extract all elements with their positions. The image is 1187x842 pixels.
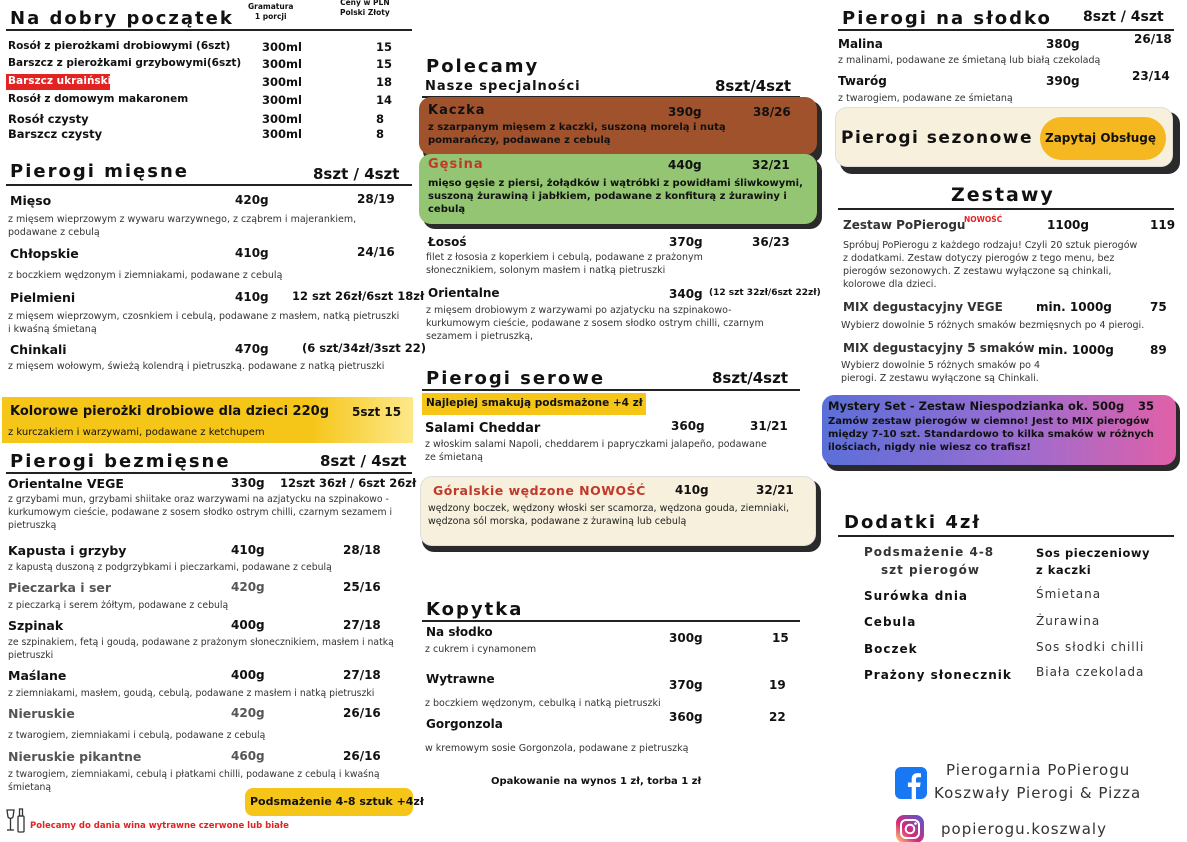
goral-desc: wędzony boczek, wędzony włoski ser scamorza, wędzona gouda, ziemniaki, wędzona sól morska, podawane z żurawiną lub cebulą [428,503,790,527]
orient-price: (12 szt 32zł/6szt 22zł) [709,288,821,298]
orient-name: Orientalne [428,286,500,300]
set1-price: 119 [1150,218,1176,232]
mystery-price: 35 [1138,399,1155,413]
goral-name: Góralskie wędzone NOWOŚĆ [433,483,646,498]
menu-item-weight: 470g [235,342,269,356]
goose-price: 32/21 [752,158,790,172]
menu-item-name: Pielmieni [10,290,76,305]
cheese-count: 8szt/4szt [712,369,789,387]
menu-item-name: Orientalne VEGE [8,476,124,491]
menu-item-price: 22 [769,710,786,724]
menu-item-weight: 400g [231,618,265,632]
menu-item-price: 15 [772,631,789,645]
addon-right-item: Biała czekolada [1036,665,1145,679]
fry-note: Podsmażenie 4-8 sztuk +4zł [250,795,424,808]
recommend-sub: Nasze specjalności [425,79,581,94]
menu-item-weight: 300g [669,631,703,645]
goose-desc: mięso gęsie z piersi, żołądków i wątróbki z powidłami śliwkowymi, suszoną żurawiną i jabłkiem, podawane z konfiturą z żurawiny i cebulą [428,178,803,215]
set2-desc: Wybierz dowolnie 5 różnych smaków bezmięsnych po 4 pierogi. [841,320,1145,331]
duck-price: 38/26 [753,105,791,119]
addon-left-item: szt pierogów [881,563,980,577]
set2-price: 75 [1150,300,1167,314]
menu-item-desc: z mięsem wołowym, świeżą kolendrą i pietruszką. podawane z natką pietruszki [8,361,385,372]
sweet-count: 8szt / 4szt [1083,9,1164,25]
section-title-meat: Pierogi mięsne [10,161,190,182]
section-title-sets: Zestawy [951,184,1055,206]
salmon-weight: 370g [669,235,703,249]
menu-item-desc: z twarogiem, ziemniakami i cebulą, podawane z cebulą [8,730,266,741]
ask-staff-label: Zapytaj Obsługę [1045,131,1156,145]
salami-name: Salami Cheddar [425,421,541,436]
section-title-veg: Pierogi bezmięsne [10,451,231,472]
addon-right-item: z kaczki [1036,563,1092,577]
menu-item-price: 28/18 [343,543,381,557]
meat-count: 8szt / 4szt [313,165,400,183]
divider [838,208,1174,210]
menu-item-weight: 420g [231,706,265,720]
menu-item-desc: z mięsem wieprzowym z wywaru warzywnego, z cząbrem i majerankiem, podawane z cebulą [8,214,357,238]
menu-item-name: Twaróg [838,74,887,88]
menu-item-name: Szpinak [8,618,64,633]
addon-right-item: Żurawina [1036,614,1101,628]
set2-name: MIX degustacyjny VEGE [843,300,1003,314]
menu-item-name: Malina [838,37,883,51]
set3-weight: min. 1000g [1038,343,1114,357]
seasonal-title: Pierogi sezonowe [841,128,1034,148]
kids-price: 5szt 15 [352,405,402,419]
menu-item-price: 28/19 [357,192,395,206]
soup-name: Barszcz z pierożkami grzybowymi(6szt) [8,57,242,69]
section-title-sweet: Pierogi na słodko [842,8,1052,29]
menu-item-desc: z mięsem wieprzowym, czosnkiem i cebulą, podawane z masłem, natką pietruszki i kwaśną śmietaną [8,311,400,335]
gram-header: Gramatura 1 porcji [248,2,294,21]
soup-name: Rosół czysty [8,112,89,126]
orient-desc: z mięsem drobiowym z warzywami po azjatycku na szpinakowo-kurkumowym cieście, podawane z sosem słodko ostrym chilli, czarnym sezamem i pietruszką, [426,305,764,342]
veg-count: 8szt / 4szt [320,452,407,470]
set3-price: 89 [1150,343,1167,357]
wine-note: Polecamy do dania wina wytrawne czerwone lub białe [30,821,289,831]
divider [838,535,1174,537]
soup-price: 15 [376,40,393,54]
salmon-price: 36/23 [752,235,790,249]
set1-weight: 1100g [1047,218,1089,232]
salmon-desc: filet z łososia z koperkiem i cebulą, podawane z prażonym słonecznikiem, solonym masłem i natką pietruszki [426,252,703,276]
goral-weight: 410g [675,483,709,497]
soup-price: 14 [376,93,393,107]
addon-left-item: Podsmażenie 4-8 [864,545,995,559]
menu-item-price: 12 szt 26zł/6szt 18zł [292,289,425,303]
soup-price: 8 [376,112,385,126]
goral-price: 32/21 [756,483,794,497]
kids-name: Kolorowe pierożki drobiowe dla dzieci 220g [10,404,330,419]
menu-item-price: 27/18 [343,668,381,682]
soup-weight: 300ml [262,40,302,54]
soup-name: Rosół z pierożkami drobiowymi (6szt) [8,40,231,52]
menu-item-desc: z grzybami mun, grzybami shiitake oraz warzywami na azjatycku na szpinakowo -kurkumowym cieście, podawane z sosem słodko ostrym chilli, czarnym sezamem i pietruszką [8,494,393,531]
menu-item-name: Nieruskie [8,706,75,721]
soup-weight: 300ml [262,112,302,126]
duck-desc: z szarpanym mięsem z kaczki, suszoną morelą i nutą pomarańczy, podawane z cebulą [428,122,726,146]
menu-item-price: 26/16 [343,706,381,720]
menu-item-price: 26/18 [1134,32,1172,46]
menu-item-desc: z malinami, podawane ze śmietaną lub białą czekoladą [838,55,1101,66]
menu-item-desc: z twarogiem, ziemniakami, cebulą i płatkami chilli, podawane z cebulą i kwaśną śmietaną [8,769,380,793]
menu-item-price: (6 szt/34zł/3szt 22) [302,341,426,355]
menu-item-weight: 460g [231,749,265,763]
menu-item-desc: z boczkiem wędzonym, cebulką i natką pietruszki [425,698,661,709]
divider [6,472,412,474]
salami-price: 31/21 [750,419,788,433]
duck-weight: 390g [668,105,702,119]
menu-item-price: 27/18 [343,618,381,632]
menu-item-weight: 420g [235,193,269,207]
section-title-kopytka: Kopytka [426,599,524,620]
menu-item-name: Nieruskie pikantne [8,749,142,764]
soup-price: 8 [376,127,385,141]
menu-item-desc: w kremowym sosie Gorgonzola, podawane z pietruszką [425,743,689,754]
goose-name: Gęsina [428,157,484,172]
set3-name: MIX degustacyjny 5 smaków [843,341,1035,355]
addon-right-item: Sos pieczeniowy [1036,546,1150,560]
menu-item-name: Na słodko [426,625,493,639]
fb-line2: Koszwały Pierogi & Pizza [934,784,1142,802]
salami-desc: z włoskim salami Napoli, cheddarem i papryczkami jalapeño, podawane ze śmietaną [425,439,767,463]
section-title-addons: Dodatki 4zł [844,512,982,533]
soup-name: Rosół z domowym makaronem [8,93,189,105]
menu-item-name: Wytrawne [426,672,495,686]
soup-price: 18 [376,75,393,89]
menu-item-desc: z boczkiem wędzonym i ziemniakami, podawane z cebulą [8,270,283,281]
addon-left-item: Boczek [864,642,918,656]
salami-weight: 360g [671,419,705,433]
menu-item-weight: 410g [231,543,265,557]
addon-right-item: Sos słodki chilli [1036,640,1145,654]
menu-item-desc: z cukrem i cynamonem [425,644,537,655]
menu-item-price: 25/16 [343,580,381,594]
goose-weight: 440g [668,158,702,172]
menu-item-name: Gorgonzola [426,717,503,731]
menu-item-desc: ze szpinakiem, fetą i goudą, podawane z prażonym słonecznikiem, masłem i natką pietruszki [8,637,394,661]
section-title-start: Na dobry początek [10,8,234,29]
menu-item-weight: 390g [1046,74,1080,88]
section-title-recommend: Polecamy [426,56,540,77]
duck-name: Kaczka [428,103,486,118]
menu-item-price: 19 [769,678,786,692]
divider [6,29,412,31]
menu-item-weight: 400g [231,668,265,682]
soup-weight: 300ml [262,127,302,141]
set1-badge: NOWOŚĆ [964,215,1003,224]
set1-desc: Spróbuj PoPierogu z każdego rodzaju! Czyli 20 sztuk pierogów z dodatkami. Zestaw dotyczy pierogów z tego menu, bez pierogów sezonowych. Z zestawu wyłączone są chinkali, kolorowe dla dzieci. [843,240,1138,290]
menu-item-weight: 370g [669,678,703,692]
wine-icon [4,806,28,834]
divider [422,389,800,391]
menu-item-price: 12szt 36zł / 6szt 26zł [280,476,417,490]
ig-handle: popierogu.koszwaly [941,820,1107,838]
soup-weight: 300ml [262,57,302,71]
section-title-cheese: Pierogi serowe [426,368,606,389]
takeaway-note: Opakowanie na wynos 1 zł, torba 1 zł [491,776,702,787]
menu-item-desc: z ziemniakami, masłem, goudą, cebulą, podawane z masłem i natką pietruszki [8,688,375,699]
menu-item-price: 24/16 [357,245,395,259]
orient-weight: 340g [669,287,703,301]
menu-item-weight: 410g [235,290,269,304]
soup-weight: 300ml [262,93,302,107]
menu-item-name: Chinkali [10,342,67,357]
menu-item-name: Kapusta i grzyby [8,543,127,558]
soup-name: Barszcz ukraiński [8,75,112,87]
menu-item-price: 26/16 [343,749,381,763]
addon-left-item: Cebula [864,615,917,629]
divider [838,29,1174,31]
mystery-title: Mystery Set - Zestaw Niespodzianka ok. 500g [828,399,1125,413]
menu-item-desc: z twarogiem, podawane ze śmietaną [838,93,1013,104]
divider [422,620,800,622]
soup-name: Barszcz czysty [8,127,103,141]
menu-item-price: 23/14 [1132,69,1170,83]
set2-weight: min. 1000g [1036,300,1112,314]
menu-item-weight: 410g [235,246,269,260]
menu-item-name: Mięso [10,193,52,208]
instagram-icon[interactable] [896,815,924,842]
menu-item-weight: 360g [669,710,703,724]
facebook-icon[interactable] [895,767,927,799]
fb-line1: Pierogarnia PoPierogu [946,761,1131,779]
menu-item-desc: z kapustą duszoną z podgrzybkami i pieczarkami, podawane z cebulą [8,562,332,573]
price-header: Ceny w PLN Polski Złoty [340,0,390,17]
menu-item-name: Pieczarka i ser [8,580,112,595]
addon-right-item: Śmietana [1036,587,1102,601]
set3-desc: Wybierz dowolnie 5 różnych smaków po 4 pierogi. Z zestawu wyłączone są Chinkali. [841,360,1041,384]
set1-name: Zestaw PoPierogu [843,218,966,232]
addon-left-item: Surówka dnia [864,589,969,603]
divider [6,184,412,186]
soup-price: 15 [376,57,393,71]
menu-item-weight: 380g [1046,37,1080,51]
soup-weight: 300ml [262,75,302,89]
mystery-desc: Zamów zestaw pierogów w ciemno! Jest to MIX pierogów między 7-10 szt. Standardowo to kilka smaków w różnych ilościach, nigdy nie wiesz co trafisz! [828,416,1154,453]
fried-note: Najlepiej smakują podsmażone +4 zł [426,397,643,409]
menu-item-name: Chłopskie [10,246,79,261]
addon-left-item: Prażony słonecznik [864,668,1012,682]
salmon-name: Łosoś [428,235,467,249]
recommend-count: 8szt/4szt [715,77,792,95]
kids-desc: z kurczakiem i warzywami, podawane z ketchupem [8,427,265,438]
menu-item-weight: 330g [231,476,265,490]
menu-item-weight: 420g [231,580,265,594]
menu-item-name: Maślane [8,668,67,683]
menu-item-desc: z pieczarką i serem żółtym, podawane z cebulą [8,600,229,611]
